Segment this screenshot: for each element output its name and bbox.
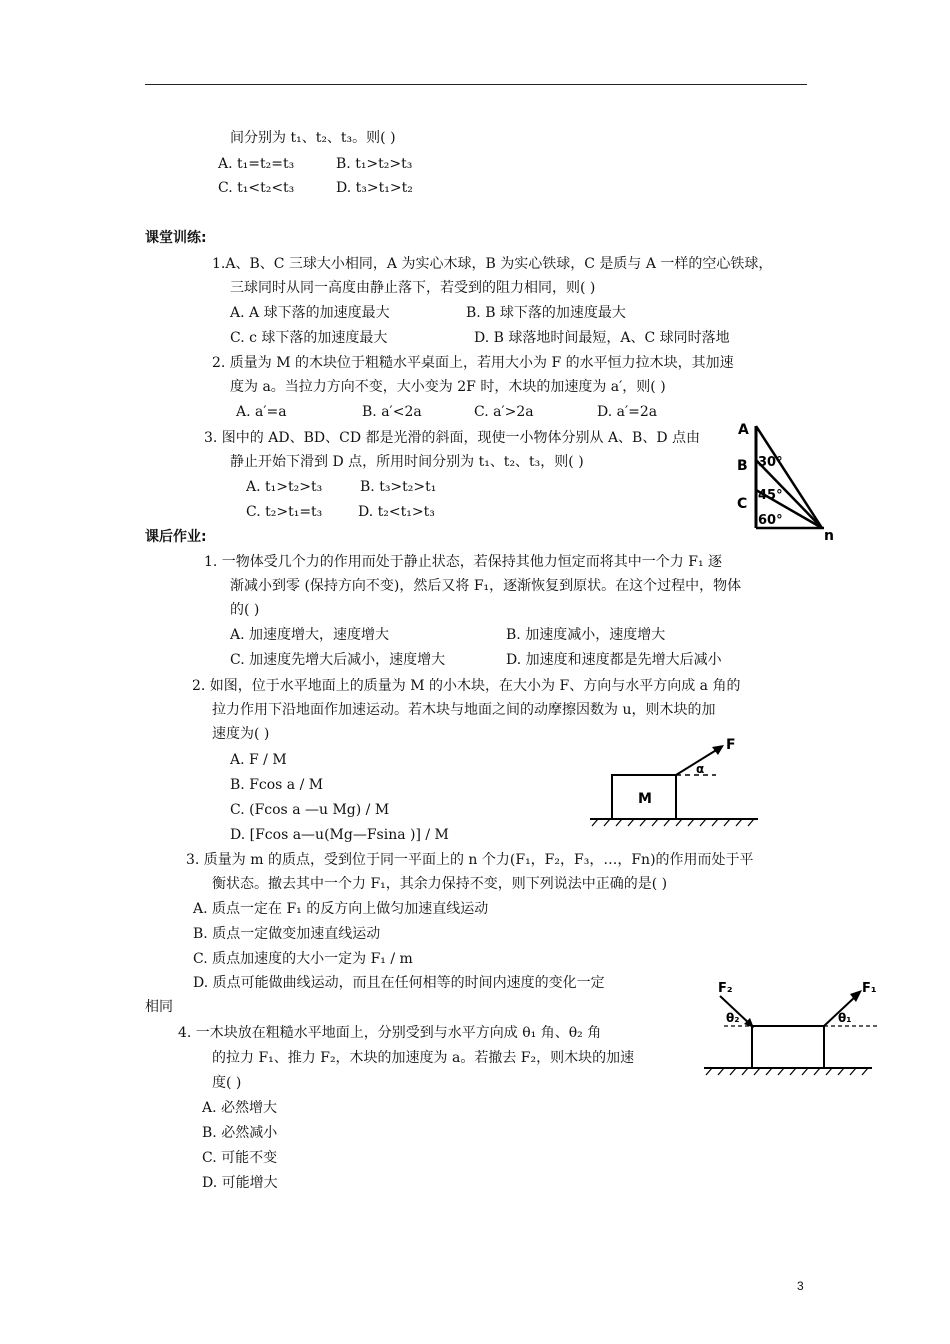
force-arrowhead (712, 745, 724, 755)
hq3-option-c: C. 质点加速度的大小一定为 F₁ / m (193, 951, 413, 967)
hq1-option-a: A. 加速度增大，速度增大 (230, 627, 390, 643)
hq4-option-b: B. 必然减小 (202, 1125, 278, 1141)
hq1-line-2: 渐减小到零 (保持方向不变)，然后又将 F₁，逐渐恢复到原状。在这个过程中，物体 (230, 578, 742, 594)
hq3-option-b: B. 质点一定做变加速直线运动 (193, 926, 381, 942)
hq4-line-1: 4. 一木块放在粗糙水平地面上，分别受到与水平方向成 θ₁ 角、θ₂ 角 (178, 1025, 602, 1041)
header-rule (145, 84, 807, 85)
hq4-line-2: 的拉力 F₁、推力 F₂，木块的加速度为 a。若撤去 F₂，则木块的加速 (212, 1050, 635, 1066)
hq2-line-3: 速度为( ) (212, 726, 270, 742)
cq3-line-1: 3. 图中的 AD、BD、CD 都是光滑的斜面，现使一小物体分别从 A、B、D 点由 (204, 430, 701, 446)
hq2-option-b: B. Fcos a / M (230, 777, 324, 793)
hq2-line-1: 2. 如图，位于水平地面上的质量为 M 的小木块，在大小为 F、方向与水平方向成 a 角的 (192, 678, 741, 694)
block-force-figure (590, 735, 760, 827)
label-a: A (738, 422, 749, 438)
hq1-option-b: B. 加速度减小，速度增大 (506, 627, 666, 643)
push-pull-figure (700, 978, 885, 1078)
cq1-option-c: C. c 球下落的加速度最大 (230, 330, 388, 346)
cq3-option-c: C. t₂>t₁=t₃ (246, 504, 323, 520)
cq1-option-b: B. B 球下落的加速度最大 (466, 305, 626, 321)
cq1-line-2: 三球同时从同一高度由静止落下，若受到的阻力相同，则( ) (230, 280, 596, 296)
label-c: C (737, 496, 748, 512)
homework-heading: 课后作业: (145, 529, 207, 545)
hq2-option-a: A. F / M (230, 752, 287, 768)
intro-option-c: C. t₁<t₂<t₃ (218, 180, 295, 196)
hq2-option-c: C. (Fcos a —u Mg) / M (230, 802, 390, 818)
hq1-line-1: 1. 一物体受几个力的作用而处于静止状态，若保持其他力恒定而将其中一个力 F₁ 逐 (204, 554, 723, 570)
hq3-option-d: D. 质点可能做曲线运动，而且在任何相等的时间内速度的变化一定 (193, 975, 605, 991)
angle-60: 60° (758, 513, 783, 528)
intro-stem: 间分别为 t₁、t₂、t₃。则( ) (230, 130, 396, 146)
hq4-option-c: C. 可能不变 (202, 1150, 278, 1166)
force-label: F (726, 737, 736, 753)
angle-45: 45° (758, 488, 783, 503)
label-d: n (824, 528, 834, 544)
f1-label: F₁ (862, 981, 877, 996)
cq2-option-a: A. a′=a (236, 404, 287, 420)
cq3-line-2: 静止开始下滑到 D 点，所用时间分别为 t₁、t₂、t₃，则( ) (230, 454, 584, 470)
cq1-option-d: D. B 球落地时间最短，A、C 球同时落地 (474, 330, 730, 346)
hq2-line-2: 拉力作用下沿地面作加速运动。若木块与地面之间的动摩擦因数为 u，则木块的加 (212, 702, 716, 718)
inclines-figure (732, 418, 842, 543)
angle-label: α (696, 762, 705, 776)
intro-option-b: B. t₁>t₂>t₃ (336, 156, 413, 172)
label-b: B (737, 458, 748, 474)
hq3-line-2: 衡状态。撤去其中一个力 F₁，其余力保持不变，则下列说法中正确的是( ) (212, 876, 668, 892)
block-m-label: M (638, 791, 652, 807)
f2-label: F₂ (718, 981, 733, 996)
hq1-line-3: 的( ) (230, 602, 260, 618)
theta1-label: θ₁ (838, 1011, 852, 1025)
theta2-label: θ₂ (726, 1011, 740, 1025)
cq1-option-a: A. A 球下落的加速度最大 (230, 305, 390, 321)
hq4-option-d: D. 可能增大 (202, 1175, 278, 1191)
cq2-option-c: C. a′>2a (474, 404, 534, 420)
cq2-option-d: D. a′=2a (597, 404, 658, 420)
ground-hatch (706, 1068, 868, 1075)
page-number: 3 (797, 1279, 804, 1293)
cq2-option-b: B. a′<2a (362, 404, 422, 420)
cq3-option-a: A. t₁>t₂>t₃ (246, 479, 323, 495)
hq4-option-a: A. 必然增大 (202, 1100, 278, 1116)
block (752, 1026, 824, 1068)
angle-30: 30° (758, 455, 783, 470)
intro-option-a: A. t₁=t₂=t₃ (218, 156, 295, 172)
hq2-option-d: D. [Fcos a—u(Mg—Fsina )] / M (230, 827, 449, 843)
cq3-option-d: D. t₂<t₁>t₃ (358, 504, 435, 520)
cq2-line-1: 2. 质量为 M 的木块位于粗糙水平桌面上，若用大小为 F 的水平恒力拉木块，其加速 (212, 355, 734, 371)
hq3-option-a: A. 质点一定在 F₁ 的反方向上做匀加速直线运动 (193, 901, 489, 917)
cq2-line-2: 度为 a。当拉力方向不变，大小变为 2F 时，木块的加速度为 a′，则( ) (230, 379, 666, 395)
cq3-option-b: B. t₃>t₂>t₁ (360, 479, 437, 495)
hq1-option-c: C. 加速度先增大后减小，速度增大 (230, 652, 446, 668)
hq1-option-d: D. 加速度和速度都是先增大后减小 (506, 652, 722, 668)
hq3-option-d-cont: 相同 (145, 999, 173, 1015)
cq1-line-1: 1.A、B、C 三球大小相同，A 为实心木球，B 为实心铁球，C 是质与 A 一样的空心铁球， (212, 256, 773, 272)
intro-option-d: D. t₃>t₁>t₂ (336, 180, 413, 196)
classroom-heading: 课堂训练: (145, 230, 207, 246)
ground-hatch (592, 819, 754, 826)
hq4-line-3: 度( ) (212, 1075, 242, 1091)
hq3-line-1: 3. 质量为 m 的质点，受到位于同一平面上的 n 个力(F₁，F₂，F₃，…，Fn)的作用而处于平 (186, 852, 754, 868)
